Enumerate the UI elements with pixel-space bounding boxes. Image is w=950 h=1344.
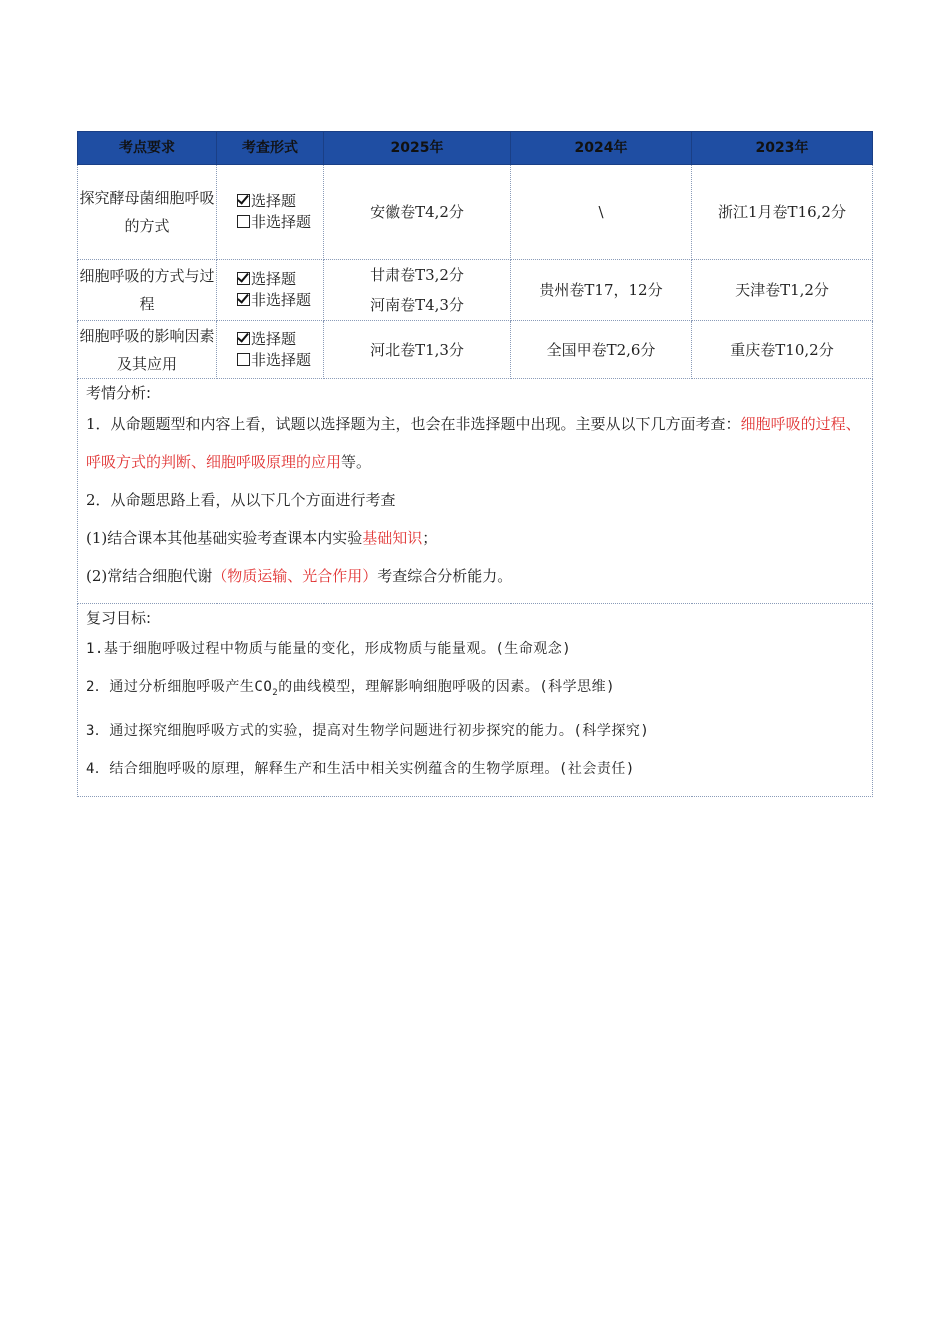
cell-2024: 全国甲卷T2,6分 (511, 321, 692, 379)
goal-item: 1.基于细胞呼吸过程中物质与能量的变化，形成物质与能量观。(生命观念) (86, 641, 572, 657)
nonchoice-option: 非选择题 (237, 290, 323, 311)
empty-box-icon (237, 353, 250, 366)
choice-option: 选择题 (237, 269, 323, 290)
goal-item: 4．结合细胞呼吸的原理，解释生产和生活中相关实例蕴含的生物学原理。(社会责任) (86, 760, 635, 777)
analysis-row (78, 379, 873, 604)
analysis-point: (1)结合课本其他基础实验考查课本内实验基础知识； (86, 529, 438, 547)
topic-cell: 探究酵母菌细胞呼吸的方式 (78, 165, 217, 260)
table-header-row (78, 132, 873, 165)
goal-item: 2．通过分析细胞呼吸产生$CO_2$的曲线模型，理解影响细胞呼吸的因素。(科学思维) (86, 679, 616, 698)
cell-2023: 天津卷T1,2分 (692, 260, 873, 321)
exam-table (77, 131, 873, 797)
header-2024: 2024年 (511, 132, 692, 165)
cell-2024: 贵州卷T17，12分 (511, 260, 692, 321)
highlight-text: （物质运输、光合作用） (212, 567, 378, 585)
choice-option: 选择题 (237, 191, 323, 212)
topic-cell: 细胞呼吸的方式与过程 (78, 260, 217, 321)
topic-cell: 细胞呼吸的影响因素及其应用 (78, 321, 217, 379)
choice-option: 选择题 (237, 329, 323, 350)
goal-item: 3．通过探究细胞呼吸方式的实验，提高对生物学问题进行初步探究的能力。(科学探究) (86, 722, 650, 739)
cell-2025: 河北卷T1,3分 (324, 321, 511, 379)
highlight-text: 基础知识 (362, 529, 423, 547)
table-row (78, 321, 873, 379)
analysis-point: (2)常结合细胞代谢（物质运输、光合作用）考查综合分析能力。 (86, 567, 513, 585)
cell-2024: \ (511, 165, 692, 260)
form-cell (217, 260, 324, 321)
empty-box-icon (237, 215, 250, 228)
form-cell (217, 165, 324, 260)
table-row (78, 260, 873, 321)
analysis-point: 1．从命题题型和内容上看，试题以选择题为主，也会在非选择题中出现。主要从以下几方面考查：细胞呼吸的过程、呼吸方式的判断、细胞呼吸原理的应用等。 (86, 415, 861, 471)
table-row (78, 165, 873, 260)
goals-row (78, 604, 873, 797)
cell-2023: 浙江1月卷T16,2分 (692, 165, 873, 260)
goals-panel (78, 604, 873, 797)
cell-2025: 甘肃卷T3,2分 河南卷T4,3分 (324, 260, 511, 321)
analysis-point: 2．从命题思路上看，从以下几个方面进行考查 (86, 491, 396, 509)
checked-box-icon (237, 293, 250, 306)
header-2025: 2025年 (324, 132, 511, 165)
highlight-text: 细胞呼吸的过程、呼吸方式的判断、细胞呼吸原理的应用 (86, 415, 861, 471)
nonchoice-option: 非选择题 (237, 350, 323, 371)
nonchoice-option: 非选择题 (237, 212, 323, 233)
header-2023: 2023年 (692, 132, 873, 165)
checked-box-icon (237, 194, 250, 207)
header-form: 考查形式 (217, 132, 324, 165)
form-cell (217, 321, 324, 379)
header-topic: 考点要求 (78, 132, 217, 165)
checked-box-icon (237, 272, 250, 285)
analysis-panel (78, 379, 873, 604)
cell-2023: 重庆卷T10,2分 (692, 321, 873, 379)
cell-2025: 安徽卷T4,2分 (324, 165, 511, 260)
goals-title: 复习目标: (86, 609, 152, 627)
analysis-title: 考情分析: (86, 384, 152, 402)
checked-box-icon (237, 332, 250, 345)
